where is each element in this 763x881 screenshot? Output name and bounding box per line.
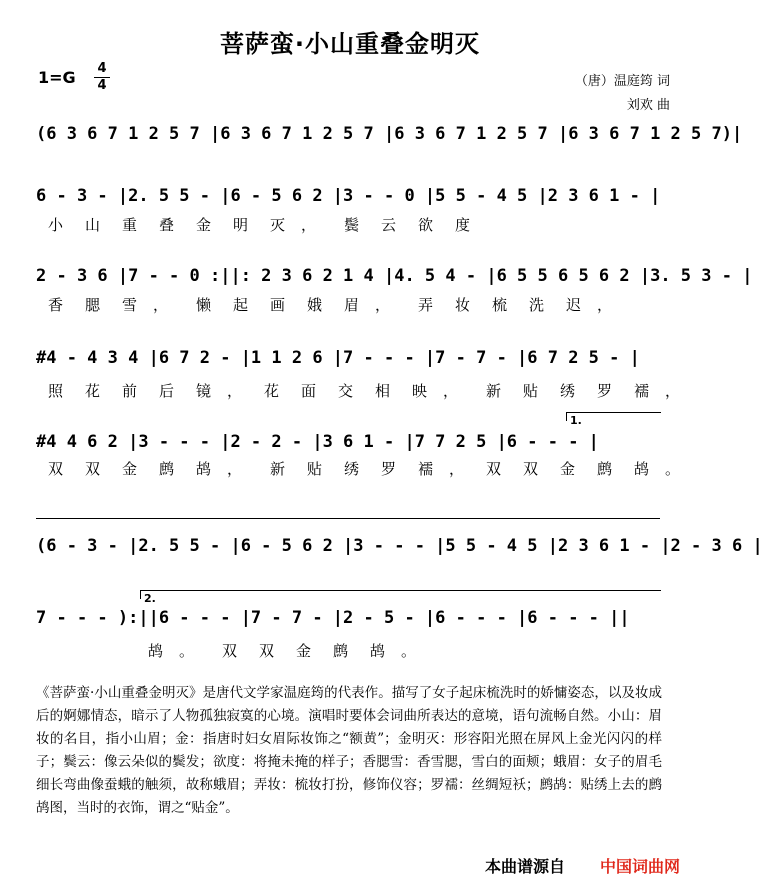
lyric-syllable: 洗 xyxy=(528,296,544,314)
footer-site-link[interactable]: 中国词曲网 xyxy=(600,857,681,876)
lyric-syllable: ， xyxy=(226,382,242,400)
lyric-syllable: 山 xyxy=(84,216,100,234)
page-title: 菩萨蛮·小山重叠金明灭 xyxy=(219,30,481,58)
lyric-syllable: 金 xyxy=(295,642,311,660)
lyric-syllable: 鹧 xyxy=(158,460,174,478)
lyric-row-2 xyxy=(40,294,660,316)
lyric-syllable: 雪 xyxy=(121,296,137,314)
lyric-syllable: 金 xyxy=(559,460,575,478)
score-row-1: (6 3 6 7 1 2 5 7 |6 3 6 7 1 2 5 7 |6 3 6 7 1 2 5 7 |6 3 6 7 1 2 5 7)| xyxy=(36,124,743,144)
score-row-2: 6 - 3 - |2. 5 5 - |6 - 5 6 2 |3 - - 0 |5 5 - 4 5 |2 3 6 1 - | xyxy=(36,186,661,206)
lyric-syllable: 腮 xyxy=(84,296,100,314)
score-row-3: 2 - 3 6 |7 - - 0 :||: 2 3 6 2 1 4 |4. 5 4 - |6 5 5 6 5 6 2 |3. 5 3 - | xyxy=(36,266,753,286)
lyric-syllable: ， xyxy=(596,296,612,314)
lyric-syllable: 鹧 xyxy=(332,642,348,660)
lyric-syllable: 妆 xyxy=(454,296,470,314)
lyric-syllable: 罗 xyxy=(596,382,612,400)
lyric-syllable: 迟 xyxy=(565,296,581,314)
volta-second-label: 2. xyxy=(144,592,156,605)
lyric-syllable: 镜 xyxy=(195,382,211,400)
key-signature: 1=G xyxy=(38,68,76,87)
volta-second-line xyxy=(140,590,661,599)
lyric-syllable: ， xyxy=(226,460,242,478)
time-signature xyxy=(94,62,110,93)
lyric-syllable: 云 xyxy=(380,216,396,234)
lyric-syllable: 香 xyxy=(47,296,63,314)
score-row-6: (6 - 3 - |2. 5 5 - |6 - 5 6 2 |3 - - - |5 5 - 4 5 |2 3 6 1 - |2 - 3 6 | xyxy=(36,536,763,556)
lyric-syllable: 。 xyxy=(664,460,680,478)
lyric-syllable: ， xyxy=(300,216,316,234)
volta-first-label: 1. xyxy=(570,414,582,427)
lyric-syllable: 花 xyxy=(263,382,279,400)
lyric-syllable: ， xyxy=(664,382,680,400)
lyric-syllable: 金 xyxy=(195,216,211,234)
lyric-row-1 xyxy=(40,214,660,236)
lyric-syllable: 叠 xyxy=(158,216,174,234)
lyric-syllable: 前 xyxy=(121,382,137,400)
lyric-syllable: 度 xyxy=(454,216,470,234)
lyric-syllable: 新 xyxy=(485,382,501,400)
score-row-7: 7 - - - ):||6 - - - |7 - 7 - |2 - 5 - |6 - - - |6 - - - || xyxy=(36,608,630,628)
lyric-syllable: 相 xyxy=(374,382,390,400)
lyric-syllable: 罗 xyxy=(380,460,396,478)
lyric-syllable: 鹧 xyxy=(596,460,612,478)
lyric-syllable: 双 xyxy=(258,642,274,660)
lyric-syllable: 鸪 xyxy=(195,460,211,478)
lyric-syllable: 懒 xyxy=(195,296,211,314)
lyric-syllable: 鸪 xyxy=(633,460,649,478)
lyric-row-4 xyxy=(40,458,680,480)
lyric-syllable: 双 xyxy=(522,460,538,478)
time-signature-top: 4 xyxy=(97,61,107,76)
lyric-syllable: 后 xyxy=(158,382,174,400)
lyric-syllable: ， xyxy=(448,460,464,478)
lyric-syllable: 。 xyxy=(178,642,194,660)
lyric-syllable: ， xyxy=(152,296,168,314)
lyric-syllable: 小 xyxy=(47,216,63,234)
composer-credit: 刘欢 曲 xyxy=(626,98,670,113)
song-description: 《菩萨蛮·小山重叠金明灭》是唐代文学家温庭筠的代表作。描写了女子起床梳洗时的娇慵姿态，以及妆成后的婀娜情态，暗示了人物孤独寂寞的心境。演唱时要体会词曲所表达的意境，语句流畅自然。小山：眉妆的名目，指小山眉；金：指唐时妇女眉际妆饰之“额黄”；金明灭：形容阳光照在屏风上金光闪闪的样子；鬓云：像云朵似的鬓发；欲度：将掩未掩的样子；香腮雪：香雪腮，雪白的面颊；蛾眉：女子的眉毛细长弯曲像蚕蛾的触须，故称蛾眉；弄妆：梳妆打扮，修饰仪容；罗襦：丝绸短袄；鹧鸪：贴绣上去的鹧鸪图，当时的衣饰，谓之“贴金”。 xyxy=(36,685,662,816)
lyric-syllable: 照 xyxy=(47,382,63,400)
lyric-syllable: 梳 xyxy=(491,296,507,314)
lyric-syllable: 贴 xyxy=(522,382,538,400)
lyric-syllable: 襦 xyxy=(633,382,649,400)
lyric-syllable: 花 xyxy=(84,382,100,400)
lyric-syllable: 交 xyxy=(337,382,353,400)
section-divider xyxy=(36,518,660,519)
lyric-syllable: 襦 xyxy=(417,460,433,478)
lyric-syllable: 绣 xyxy=(343,460,359,478)
lyric-syllable: 欲 xyxy=(417,216,433,234)
lyric-syllable: 双 xyxy=(221,642,237,660)
lyric-syllable: ， xyxy=(442,382,458,400)
lyric-row-5 xyxy=(140,640,660,662)
lyric-syllable: 双 xyxy=(485,460,501,478)
lyric-syllable: 弄 xyxy=(417,296,433,314)
lyric-syllable: 明 xyxy=(232,216,248,234)
lyric-syllable: 。 xyxy=(400,642,416,660)
lyric-syllable: 映 xyxy=(411,382,427,400)
lyric-syllable: 新 xyxy=(269,460,285,478)
lyric-syllable: 双 xyxy=(84,460,100,478)
lyric-syllable: 鬓 xyxy=(343,216,359,234)
lyric-syllable: 鸪 xyxy=(147,642,163,660)
time-signature-bottom: 4 xyxy=(97,78,107,93)
lyric-syllable: 贴 xyxy=(306,460,322,478)
lyric-syllable: 眉 xyxy=(343,296,359,314)
lyric-syllable: 金 xyxy=(121,460,137,478)
lyric-row-3 xyxy=(40,380,680,402)
footer-source: 本曲谱源自 xyxy=(485,857,566,876)
lyric-syllable: 娥 xyxy=(306,296,322,314)
lyric-syllable: 面 xyxy=(300,382,316,400)
lyric-syllable: ， xyxy=(374,296,390,314)
lyric-syllable: 重 xyxy=(121,216,137,234)
lyric-syllable: 绣 xyxy=(559,382,575,400)
lyric-syllable: 双 xyxy=(47,460,63,478)
score-row-4: #4 - 4 3 4 |6 7 2 - |1 1 2 6 |7 - - - |7 - 7 - |6 7 2 5 - | xyxy=(36,348,640,368)
lyric-syllable: 画 xyxy=(269,296,285,314)
lyric-syllable: 起 xyxy=(232,296,248,314)
lyric-syllable: 灭 xyxy=(269,216,285,234)
score-row-5: #4 4 6 2 |3 - - - |2 - 2 - |3 6 1 - |7 7 2 5 |6 - - - | xyxy=(36,432,599,452)
lyric-syllable: 鸪 xyxy=(369,642,385,660)
lyricist-credit: （唐）温庭筠 词 xyxy=(574,74,670,89)
